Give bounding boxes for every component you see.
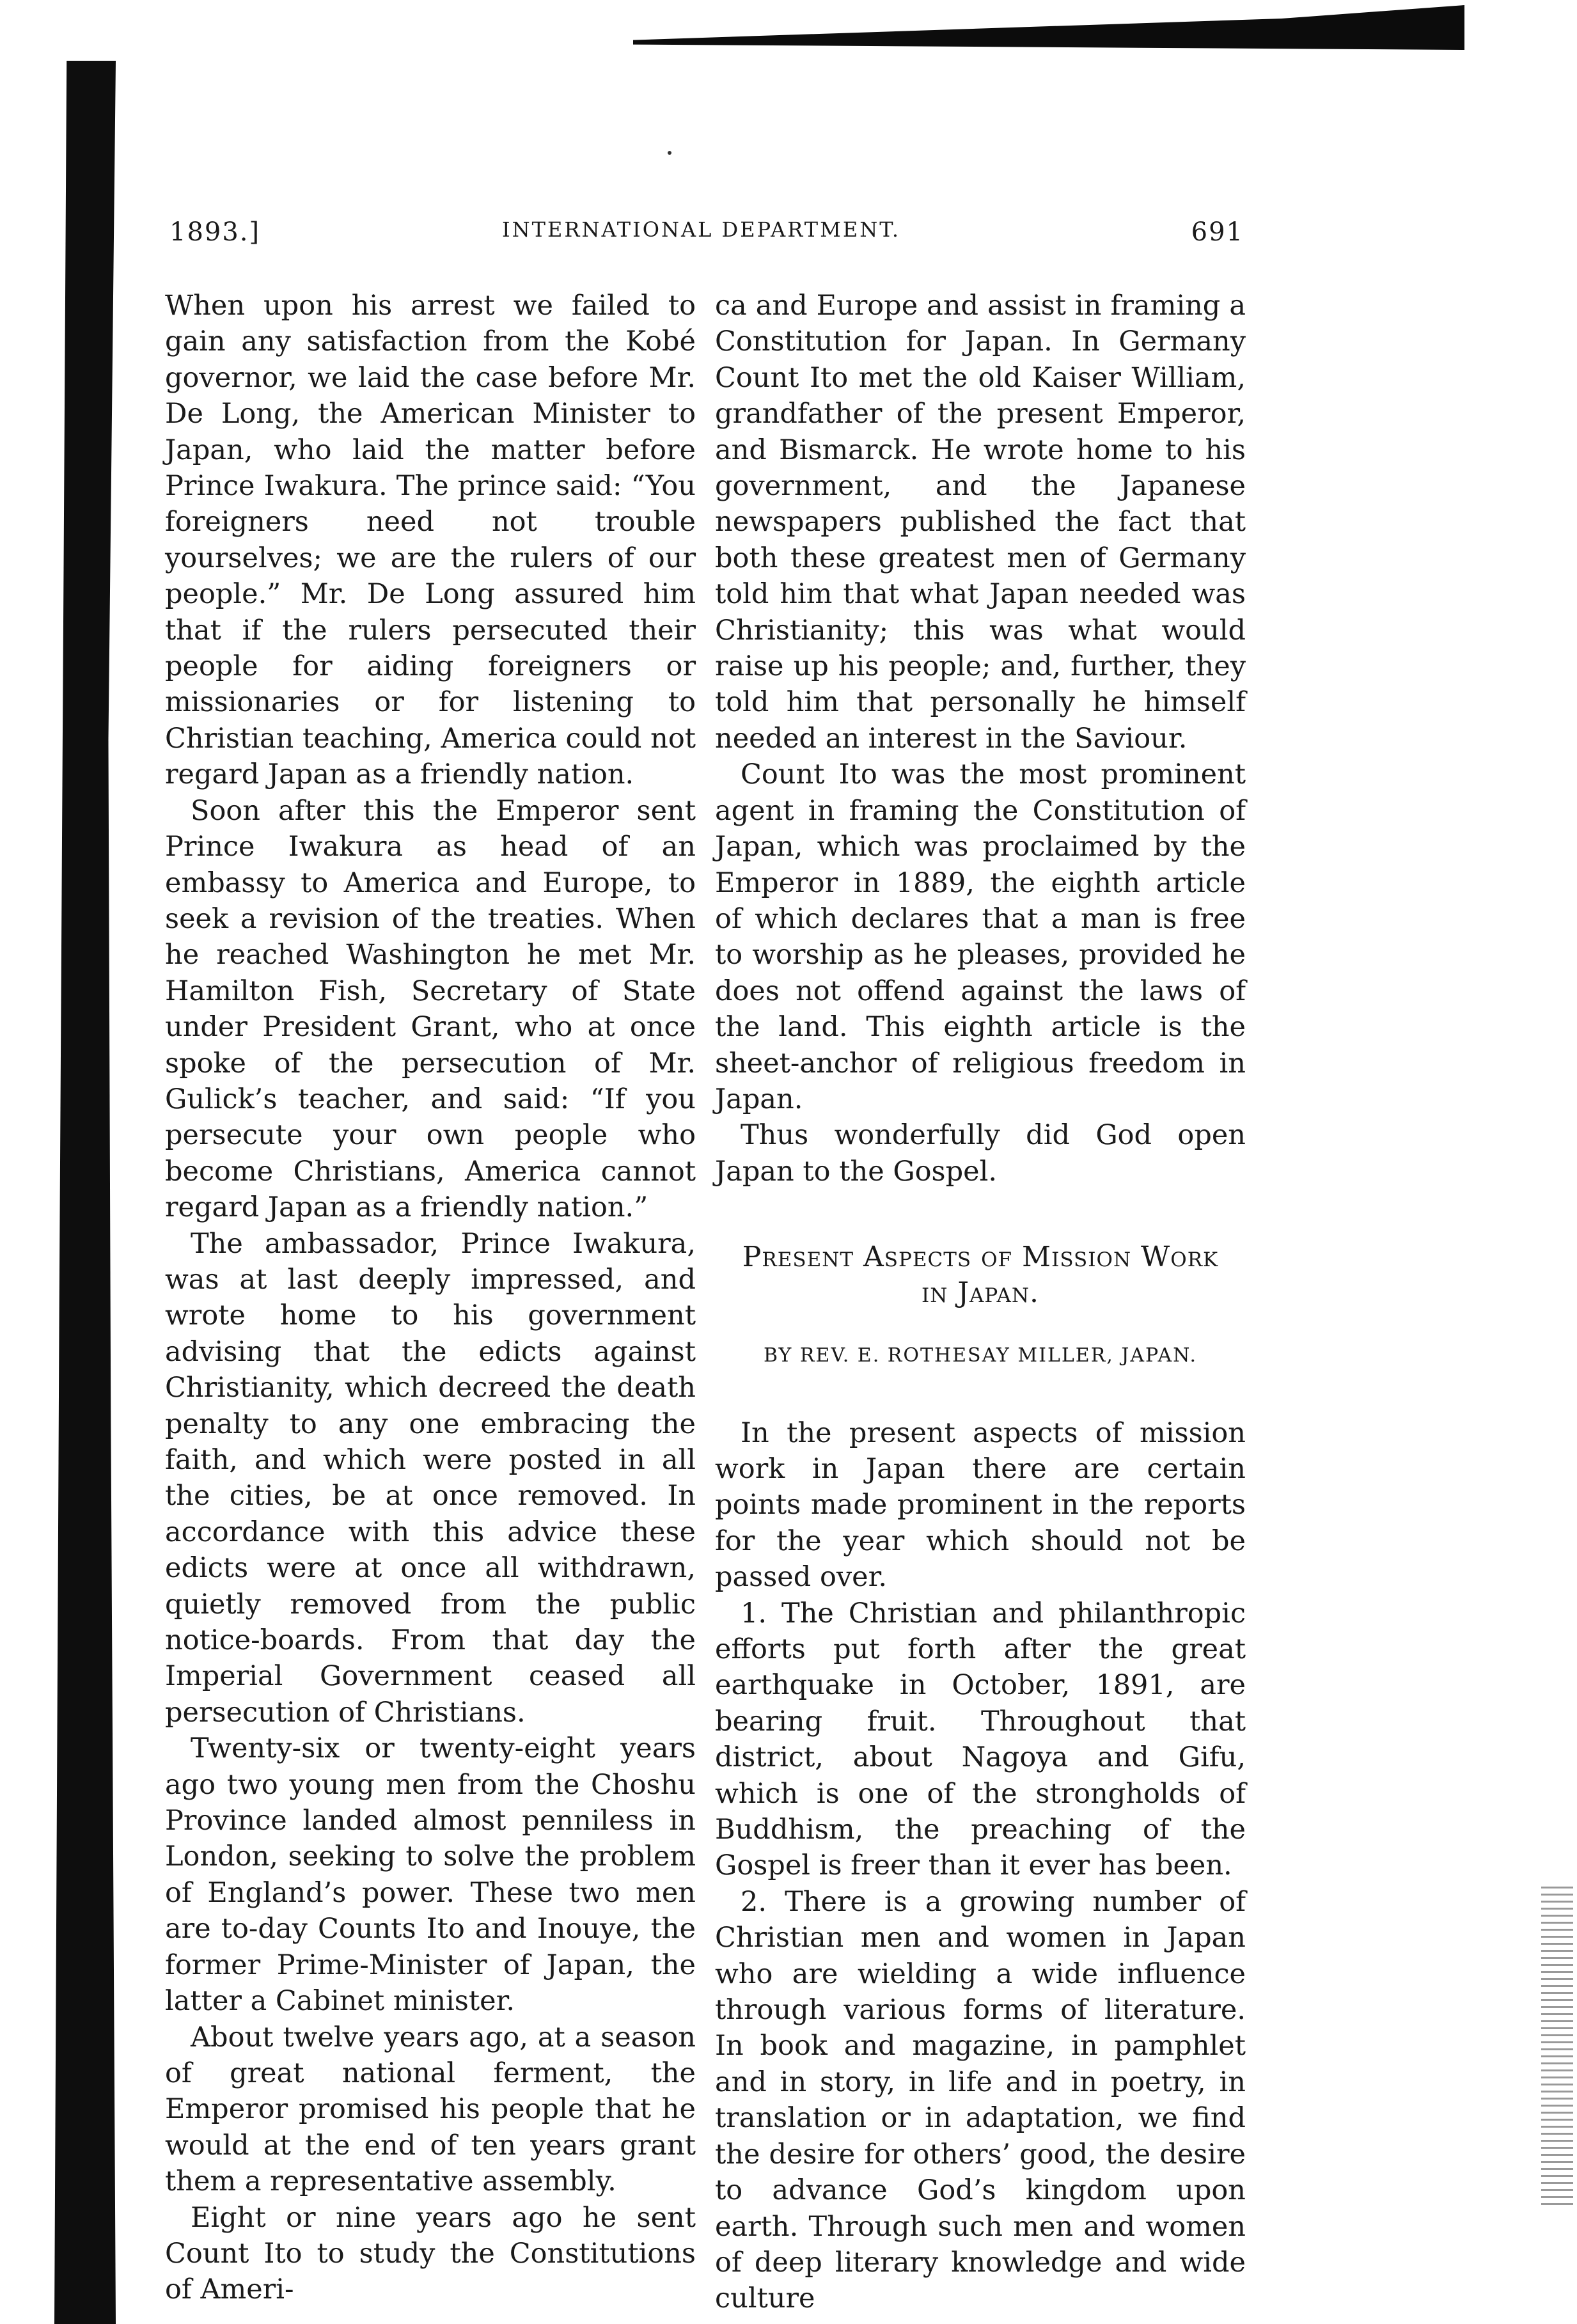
scan-marks-right [1541,1887,1573,2206]
scan-edge-top [633,5,1464,50]
paragraph: Thus wonderfully did God open Japan to the Gospel. [715,1119,1246,1188]
paragraph: When upon his arrest we failed to gain any satisfaction from the Kobé governor, we laid the case before Mr. De Long, the American Minister to Japan, who laid the matter before Prince Iwakura. The prince said: “You foreigners need not trouble yourselves; we are the rulers of our people.” Mr. De Long assured him that if the rulers persecuted their people for aiding foreigners or missionaries or for listening to Christian teaching, America could not regard Japan as a friendly nation. [165,290,696,791]
paragraph: The ambassador, Prince Iwakura, was at last deeply impressed, and wrote home to his government advising that the edicts against Christianity, which decreed the death penalty to any one embracing the faith, and which were posted in all the cities, be at once removed. In accordance with this advice these edicts were at once all withdrawn, quietly removed from the public notice-boards. From that day the Imperial Government ceased all persecution of Christians. [165,1227,696,1729]
running-head [169,217,1244,256]
byline: BY REV. E. ROTHESAY MILLER, JAPAN. [763,1344,1198,1367]
paragraph: ca and Europe and assist in framing a Constitution for Japan. In Germany Count Ito met the old Kaiser William, grandfather of the present Emperor, and Bismarck. He wrote home to his government, and the Japanese newspapers published the fact that both these greatest men of Germany told him that what Japan needed was Christianity; this was what would raise up his people; and, further, they told him that personally he himself needed an interest in the Saviour. [715,290,1246,755]
header-year: 1893.] [169,217,261,247]
paragraph: In the present aspects of mission work in Japan there are certain points made prominent in the reports for the year which should not be passed over. [715,1417,1246,1594]
paragraph: 2. There is a growing number of Christian men and women in Japan who are wielding a wide influence through various forms of literature. In book and magazine, in pamphlet and in story, in life and in poetry, in translation or in adaptation, we find the desire for others’ good, the desire to advance God’s kingdom upon earth. Through such men and women of deep literary knowledge and wide culture [715,1885,1246,2315]
paragraph: About twelve years ago, at a season of great national ferment, the Emperor promised his people that he would at the end of ten years grant them a representative assembly. [165,2021,696,2198]
paragraph: Soon after this the Emperor sent Prince Iwakura as head of an embassy to America and Europe, to seek a revision of the treaties. When he reached Washington he met Mr. Hamilton Fish, Secretary of State under President Grant, who at once spoke of the persecution of Mr. Gulick’s teacher, and said: “If you persecute your own people who become Christians, America cannot regard Japan as a friendly nation.” [165,794,696,1224]
article-heading-line: Present Aspects of Mission Work [742,1241,1219,1274]
paragraph: Eight or nine years ago he sent Count Ito to study the Constitutions of Ameri- [165,2201,696,2306]
right-column [715,288,1246,2317]
header-title: INTERNATIONAL DEPARTMENT. [502,217,901,242]
paragraph: Count Ito was the most prominent agent in framing the Constitution of Japan, which was proclaimed by the Emperor in 1889, the eighth article of which declares that a man is free to worship as he pleases, provided he does not offend against the laws of the land. This eighth article is the sheet-anchor of religious freedom in Japan. [715,758,1246,1115]
article-heading [715,1239,1246,1311]
page-number: 691 [1191,217,1244,247]
article-heading-line: in Japan. [922,1276,1039,1310]
scan-speck [668,151,671,155]
paragraph: Twenty-six or twenty-eight years ago two young men from the Choshu Province landed almost penniless in London, seeking to solve the problem of England’s power. These two men are to-day Counts Ito and Inouye, the former Prime-Minister of Japan, the latter a Cabinet minister. [165,1732,696,2018]
paragraph: 1. The Christian and philanthropic efforts put forth after the great earthquake in October, 1891, are bearing fruit. Throughout that district, about Nagoya and Gifu, which is one of the strongholds of Buddhism, the preaching of the Gospel is freer than it ever has been. [715,1597,1246,1882]
left-column [165,288,696,2308]
scan-edge-left [54,61,116,2324]
